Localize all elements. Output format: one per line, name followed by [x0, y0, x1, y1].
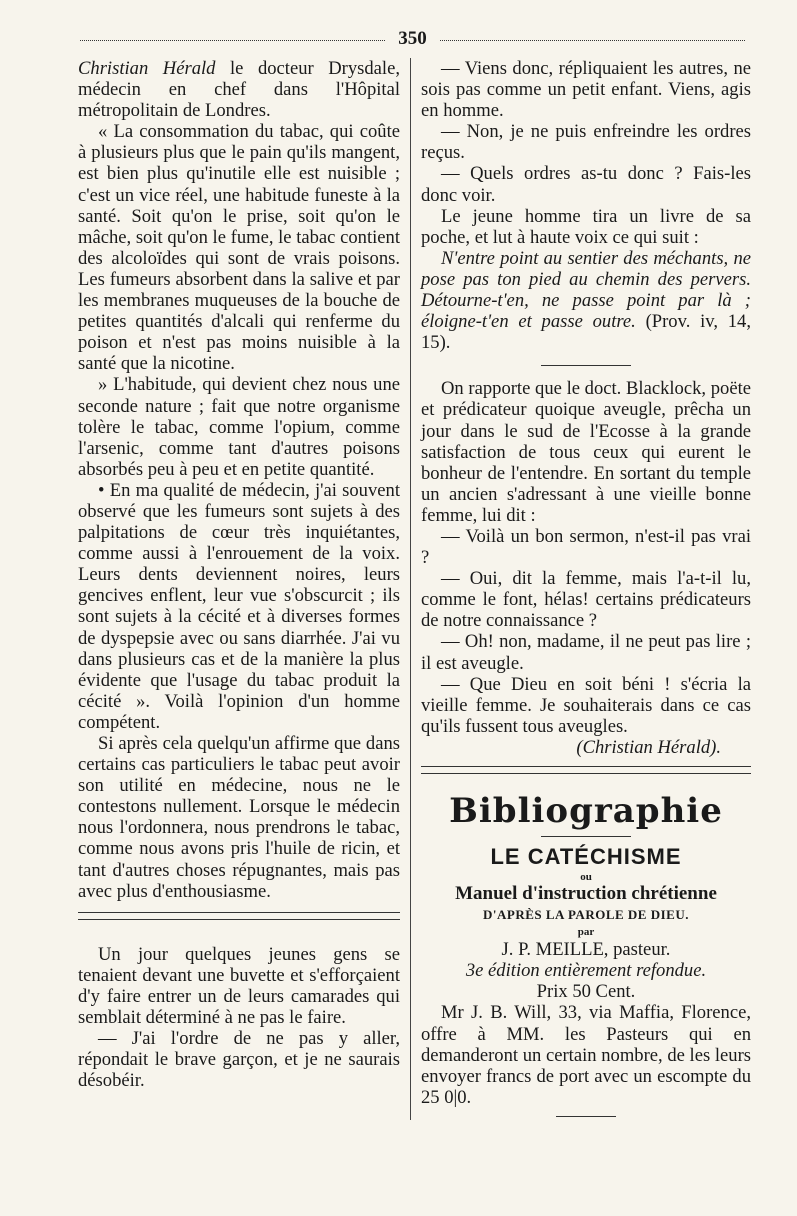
book-notice: Mr J. B. Will, 33, via Maffia, Florence, offre à MM. les Pasteurs qui en demanderont un certain nombre, de les leurs envoyer francs de port avec un escompte du 25 0|0.	[421, 1002, 751, 1108]
book-title-or: ou	[580, 871, 592, 883]
book-by: par	[577, 926, 595, 939]
short-separator	[541, 365, 631, 366]
left-paragraph-1-text: le docteur Drysdale, médecin en chef dans l'Hôpital métropolitain de Londres.	[78, 58, 400, 122]
left-paragraph-2: « La consommation du tabac, qui coûte à plusieurs plus que le pain qu'ils mangent, est bien plus qu'inutile elle est nuisible ; c'est un vice réel, une habitude funeste à la santé. Soit qu'on le prise, soit qu'on le mâche, soit qu'on le fume, le tabac contient des alcoloïdes qui sont de vrais poisons. Les fumeurs absorbent dans la salive et par les membranes muqueuses de la bouche de petites quantités d'alcali qui renferme du poison et n'est pas moins nuisible à la santé que la nicotine.	[78, 121, 400, 375]
page-header	[80, 28, 745, 48]
page-number: 350	[398, 28, 427, 49]
left-paragraph-4: • En ma qualité de médecin, j'ai souvent observé que les fumeurs sont sujets à des palpitations de cœur très inquiétantes, comme aussi à l'enrouement de la voix. Leurs dents deviennent noires, leurs gencives enflent, leur vue s'obscurcit ; ils sont sujets à la cécité et à diverses formes de dyspepsie avec ou sans diarrhée. J'ai vu dans plusieurs cas et de la manière la plus évidente que l'usage du tabac produit la cécité ». Voilà l'opinion d'un homme compétent.	[78, 479, 400, 733]
book-price: Prix 50 Cent.	[536, 981, 636, 1003]
header-rule-right	[440, 40, 745, 41]
scripture-text: N'entre point au sentier des méchants, ne pose pas ton pied au chemin des pervers. Détourne-t'en, ne passe point par là ; éloigne-t'en et passe outre.	[421, 247, 751, 333]
right-paragraph-9: — Oh! non, madame, il ne peut pas lire ; il est aveugle.	[421, 631, 751, 674]
book-edition: 3e édition entièrement refondue.	[465, 960, 707, 982]
bibliography-separator	[421, 766, 751, 774]
scripture-reference: (Prov. iv, 14, 15).	[421, 311, 751, 354]
attribution: (Christian Hérald).	[576, 736, 721, 758]
right-paragraph-2: — Non, je ne puis enfreindre les ordres reçus.	[421, 121, 751, 164]
book-title: LE CATÉCHISME	[490, 844, 682, 869]
book-subtitle-2: D'APRÈS LA PAROLE DE DIEU.	[483, 907, 689, 923]
left-paragraph-3: » L'habitude, qui devient chez nous une seconde nature ; fait que notre organisme tolère le tabac, comme l'opium, comme l'arsenic, comme tant d'autres poisons absorbés peu à peu et en petite quantité.	[78, 374, 400, 480]
scripture-quote	[421, 248, 751, 353]
section-separator	[78, 912, 400, 920]
source-name: Christian Hérald	[78, 58, 216, 79]
right-column	[421, 58, 751, 1117]
right-paragraph-8: — Oui, dit la femme, mais l'a-t-il lu, comme le font, hélas! certains prédicateurs de notre connaissance ?	[421, 568, 751, 632]
right-paragraph-1: — Viens donc, répliquaient les autres, ne sois pas comme un petit enfant. Viens, agis en homme.	[421, 58, 751, 122]
column-divider	[410, 58, 411, 1120]
end-rule	[556, 1116, 616, 1117]
left-paragraph-7: — J'ai l'ordre de ne pas y aller, répondait le brave garçon, et je ne saurais désobéir.	[78, 1028, 400, 1092]
book-author: J. P. MEILLE, pasteur.	[501, 939, 671, 961]
left-paragraph-6: Un jour quelques jeunes gens se tenaient devant une buvette et s'efforçaient d'y faire entrer un de leurs camarades qui semblait déterminé à ne pas le faire.	[78, 943, 400, 1029]
right-paragraph-3: — Quels ordres as-tu donc ? Fais-les donc voir.	[421, 163, 751, 206]
right-paragraph-10: — Que Dieu en soit béni ! s'écria la vieille femme. Je souhaiterais dans ce cas qu'ils fussent tous aveugles.	[421, 673, 751, 737]
left-paragraph-1	[78, 58, 400, 121]
right-paragraph-4: Le jeune homme tira un livre de sa poche, et lut à haute voix ce qui suit :	[421, 205, 751, 248]
bibliography-heading: Bibliographie	[449, 791, 723, 831]
heading-rule	[541, 836, 631, 837]
left-paragraph-5: Si après cela quelqu'un affirme que dans certains cas particuliers le tabac peut avoir son utilité en médecine, nous ne le contestons nullement. Lorsque le médecin nous l'ordonnera, nous prendrons le tabac, comme nous avons pris l'huile de ricin, et tant d'autres choses répugnantes, mais pas avec plus d'enthousiasme.	[78, 733, 400, 902]
right-paragraph-7: — Voilà un bon sermon, n'est-il pas vrai ?	[421, 525, 751, 569]
left-column	[78, 58, 400, 1091]
right-paragraph-6: On rapporte que le doct. Blacklock, poëte et prédicateur quoique aveugle, prêcha un jour dans le sud de l'Ecosse à la grande satisfaction de tous ceux qui eurent le bonheur de l'entendre. En sortant du temple un ancien s'adressant à une vieille bonne femme, lui dit :	[421, 378, 751, 526]
book-subtitle: Manuel d'instruction chrétienne	[455, 883, 717, 904]
